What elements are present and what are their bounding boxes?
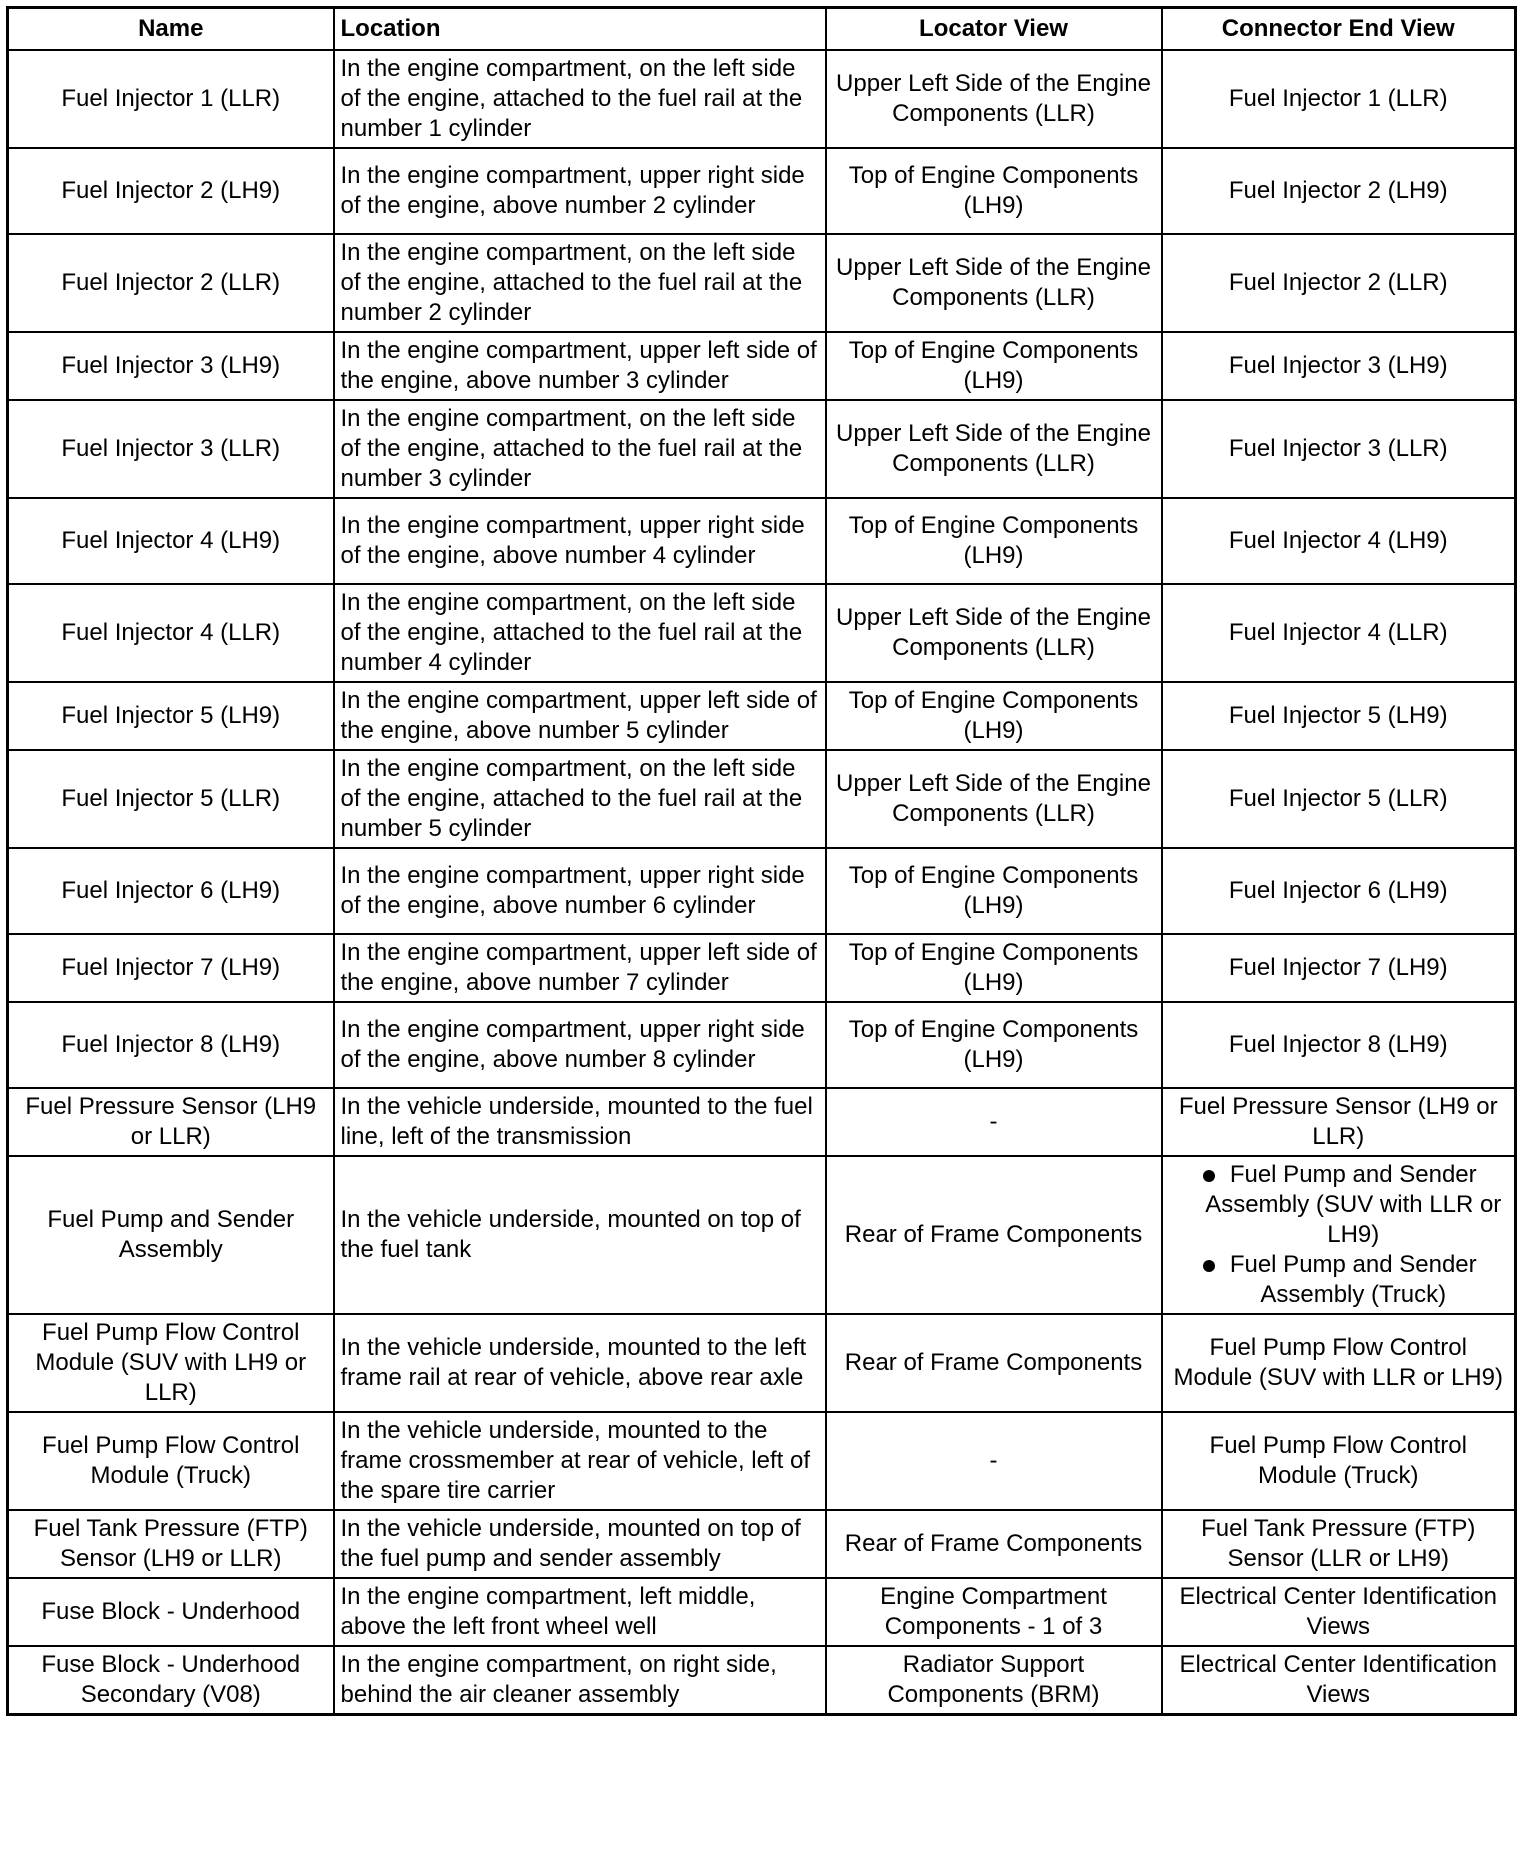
table-row bbox=[8, 750, 1516, 848]
cell-location: In the engine compartment, on the left side of the engine, attached to the fuel rail at the number 1 cylinder bbox=[334, 50, 826, 148]
table-row bbox=[8, 1088, 1516, 1156]
cell-locator-view: Rear of Frame Components bbox=[826, 1156, 1162, 1314]
cell-connector-end-view bbox=[1162, 1156, 1516, 1314]
table-row bbox=[8, 682, 1516, 750]
cell-location: In the engine compartment, upper left side of the engine, above number 3 cylinder bbox=[334, 332, 826, 400]
bullet-icon bbox=[1203, 1170, 1215, 1182]
cell-locator-view: - bbox=[826, 1412, 1162, 1510]
cell-locator-view: Top of Engine Components (LH9) bbox=[826, 934, 1162, 1002]
cell-connector-end-view: Fuel Injector 2 (LH9) bbox=[1162, 148, 1516, 234]
connector-bullet-list bbox=[1169, 1160, 1509, 1310]
table-row bbox=[8, 1412, 1516, 1510]
cell-location: In the engine compartment, on the left side of the engine, attached to the fuel rail at the number 2 cylinder bbox=[334, 234, 826, 332]
header-name: Name bbox=[8, 8, 334, 51]
cell-name: Fuel Pump and Sender Assembly bbox=[8, 1156, 334, 1314]
cell-location: In the vehicle underside, mounted to the frame crossmember at rear of vehicle, left of the spare tire carrier bbox=[334, 1412, 826, 1510]
cell-connector-end-view: Fuel Injector 4 (LH9) bbox=[1162, 498, 1516, 584]
table-row bbox=[8, 584, 1516, 682]
bullet-icon bbox=[1203, 1260, 1215, 1272]
cell-name: Fuel Injector 4 (LLR) bbox=[8, 584, 334, 682]
table-row bbox=[8, 934, 1516, 1002]
cell-location: In the vehicle underside, mounted to the fuel line, left of the transmission bbox=[334, 1088, 826, 1156]
cell-connector-end-view: Fuel Injector 1 (LLR) bbox=[1162, 50, 1516, 148]
cell-name: Fuel Injector 5 (LLR) bbox=[8, 750, 334, 848]
cell-connector-end-view: Fuel Injector 3 (LH9) bbox=[1162, 332, 1516, 400]
cell-location: In the engine compartment, upper right side of the engine, above number 8 cylinder bbox=[334, 1002, 826, 1088]
cell-location: In the engine compartment, upper right side of the engine, above number 6 cylinder bbox=[334, 848, 826, 934]
list-item bbox=[1169, 1160, 1509, 1250]
table-row bbox=[8, 1156, 1516, 1314]
cell-locator-view: Top of Engine Components (LH9) bbox=[826, 498, 1162, 584]
table-row bbox=[8, 1314, 1516, 1412]
cell-location: In the engine compartment, upper left side of the engine, above number 7 cylinder bbox=[334, 934, 826, 1002]
table-row bbox=[8, 400, 1516, 498]
table-row bbox=[8, 234, 1516, 332]
cell-locator-view: Upper Left Side of the Engine Components (LLR) bbox=[826, 400, 1162, 498]
cell-connector-end-view: Fuel Injector 7 (LH9) bbox=[1162, 934, 1516, 1002]
cell-connector-end-view: Fuel Tank Pressure (FTP) Sensor (LLR or LH9) bbox=[1162, 1510, 1516, 1578]
cell-name: Fuel Injector 3 (LLR) bbox=[8, 400, 334, 498]
cell-connector-end-view: Fuel Pressure Sensor (LH9 or LLR) bbox=[1162, 1088, 1516, 1156]
cell-connector-end-view: Fuel Injector 5 (LLR) bbox=[1162, 750, 1516, 848]
cell-connector-end-view: Fuel Pump Flow Control Module (SUV with LLR or LH9) bbox=[1162, 1314, 1516, 1412]
table-row bbox=[8, 50, 1516, 148]
component-locator-table-container bbox=[6, 6, 1514, 1716]
header-locator-view: Locator View bbox=[826, 8, 1162, 51]
cell-locator-view: Rear of Frame Components bbox=[826, 1510, 1162, 1578]
list-item bbox=[1169, 1250, 1509, 1310]
table-row bbox=[8, 1578, 1516, 1646]
cell-locator-view: Radiator Support Components (BRM) bbox=[826, 1646, 1162, 1715]
cell-locator-view: Upper Left Side of the Engine Components (LLR) bbox=[826, 50, 1162, 148]
cell-locator-view: Upper Left Side of the Engine Components (LLR) bbox=[826, 234, 1162, 332]
cell-locator-view: Top of Engine Components (LH9) bbox=[826, 848, 1162, 934]
table-row bbox=[8, 848, 1516, 934]
cell-name: Fuel Injector 2 (LLR) bbox=[8, 234, 334, 332]
cell-name: Fuel Tank Pressure (FTP) Sensor (LH9 or LLR) bbox=[8, 1510, 334, 1578]
cell-locator-view: Top of Engine Components (LH9) bbox=[826, 1002, 1162, 1088]
cell-name: Fuel Pump Flow Control Module (Truck) bbox=[8, 1412, 334, 1510]
cell-connector-end-view: Fuel Injector 2 (LLR) bbox=[1162, 234, 1516, 332]
cell-name: Fuel Pump Flow Control Module (SUV with LH9 or LLR) bbox=[8, 1314, 334, 1412]
header-row bbox=[8, 8, 1516, 51]
cell-locator-view: Engine Compartment Components - 1 of 3 bbox=[826, 1578, 1162, 1646]
header-connector-end-view: Connector End View bbox=[1162, 8, 1516, 51]
cell-name: Fuel Injector 2 (LH9) bbox=[8, 148, 334, 234]
cell-name: Fuel Injector 7 (LH9) bbox=[8, 934, 334, 1002]
cell-connector-end-view: Fuel Injector 8 (LH9) bbox=[1162, 1002, 1516, 1088]
cell-name: Fuel Injector 3 (LH9) bbox=[8, 332, 334, 400]
cell-locator-view: Upper Left Side of the Engine Components (LLR) bbox=[826, 750, 1162, 848]
cell-name: Fuse Block - Underhood Secondary (V08) bbox=[8, 1646, 334, 1715]
cell-name: Fuel Injector 5 (LH9) bbox=[8, 682, 334, 750]
cell-locator-view: Top of Engine Components (LH9) bbox=[826, 148, 1162, 234]
table-row bbox=[8, 332, 1516, 400]
cell-name: Fuel Injector 8 (LH9) bbox=[8, 1002, 334, 1088]
cell-name: Fuel Injector 1 (LLR) bbox=[8, 50, 334, 148]
cell-connector-end-view: Fuel Pump Flow Control Module (Truck) bbox=[1162, 1412, 1516, 1510]
cell-locator-view: Top of Engine Components (LH9) bbox=[826, 682, 1162, 750]
cell-connector-end-view: Fuel Injector 3 (LLR) bbox=[1162, 400, 1516, 498]
cell-connector-end-view: Fuel Injector 5 (LH9) bbox=[1162, 682, 1516, 750]
cell-locator-view: Rear of Frame Components bbox=[826, 1314, 1162, 1412]
cell-location: In the engine compartment, upper left side of the engine, above number 5 cylinder bbox=[334, 682, 826, 750]
cell-location: In the engine compartment, left middle, above the left front wheel well bbox=[334, 1578, 826, 1646]
cell-connector-end-view: Fuel Injector 4 (LLR) bbox=[1162, 584, 1516, 682]
table-row bbox=[8, 148, 1516, 234]
cell-location: In the vehicle underside, mounted to the left frame rail at rear of vehicle, above rear axle bbox=[334, 1314, 826, 1412]
cell-location: In the engine compartment, upper right side of the engine, above number 4 cylinder bbox=[334, 498, 826, 584]
cell-locator-view: Top of Engine Components (LH9) bbox=[826, 332, 1162, 400]
cell-name: Fuel Pressure Sensor (LH9 or LLR) bbox=[8, 1088, 334, 1156]
table-row bbox=[8, 1002, 1516, 1088]
cell-name: Fuse Block - Underhood bbox=[8, 1578, 334, 1646]
cell-location: In the engine compartment, on right side, behind the air cleaner assembly bbox=[334, 1646, 826, 1715]
cell-location: In the vehicle underside, mounted on top of the fuel tank bbox=[334, 1156, 826, 1314]
component-locator-table bbox=[6, 6, 1517, 1716]
cell-locator-view: - bbox=[826, 1088, 1162, 1156]
cell-locator-view: Upper Left Side of the Engine Components (LLR) bbox=[826, 584, 1162, 682]
table-row bbox=[8, 1646, 1516, 1715]
table-row bbox=[8, 498, 1516, 584]
table-row bbox=[8, 1510, 1516, 1578]
cell-location: In the engine compartment, upper right side of the engine, above number 2 cylinder bbox=[334, 148, 826, 234]
header-location: Location bbox=[334, 8, 826, 51]
cell-location: In the vehicle underside, mounted on top of the fuel pump and sender assembly bbox=[334, 1510, 826, 1578]
list-item-text: Fuel Pump and Sender Assembly (SUV with LLR or LH9) bbox=[1205, 1161, 1502, 1248]
cell-name: Fuel Injector 6 (LH9) bbox=[8, 848, 334, 934]
cell-location: In the engine compartment, on the left side of the engine, attached to the fuel rail at the number 3 cylinder bbox=[334, 400, 826, 498]
cell-name: Fuel Injector 4 (LH9) bbox=[8, 498, 334, 584]
cell-location: In the engine compartment, on the left side of the engine, attached to the fuel rail at the number 5 cylinder bbox=[334, 750, 826, 848]
cell-connector-end-view: Fuel Injector 6 (LH9) bbox=[1162, 848, 1516, 934]
cell-connector-end-view: Electrical Center Identification Views bbox=[1162, 1578, 1516, 1646]
cell-location: In the engine compartment, on the left side of the engine, attached to the fuel rail at the number 4 cylinder bbox=[334, 584, 826, 682]
cell-connector-end-view: Electrical Center Identification Views bbox=[1162, 1646, 1516, 1715]
list-item-text: Fuel Pump and Sender Assembly (Truck) bbox=[1229, 1251, 1477, 1308]
